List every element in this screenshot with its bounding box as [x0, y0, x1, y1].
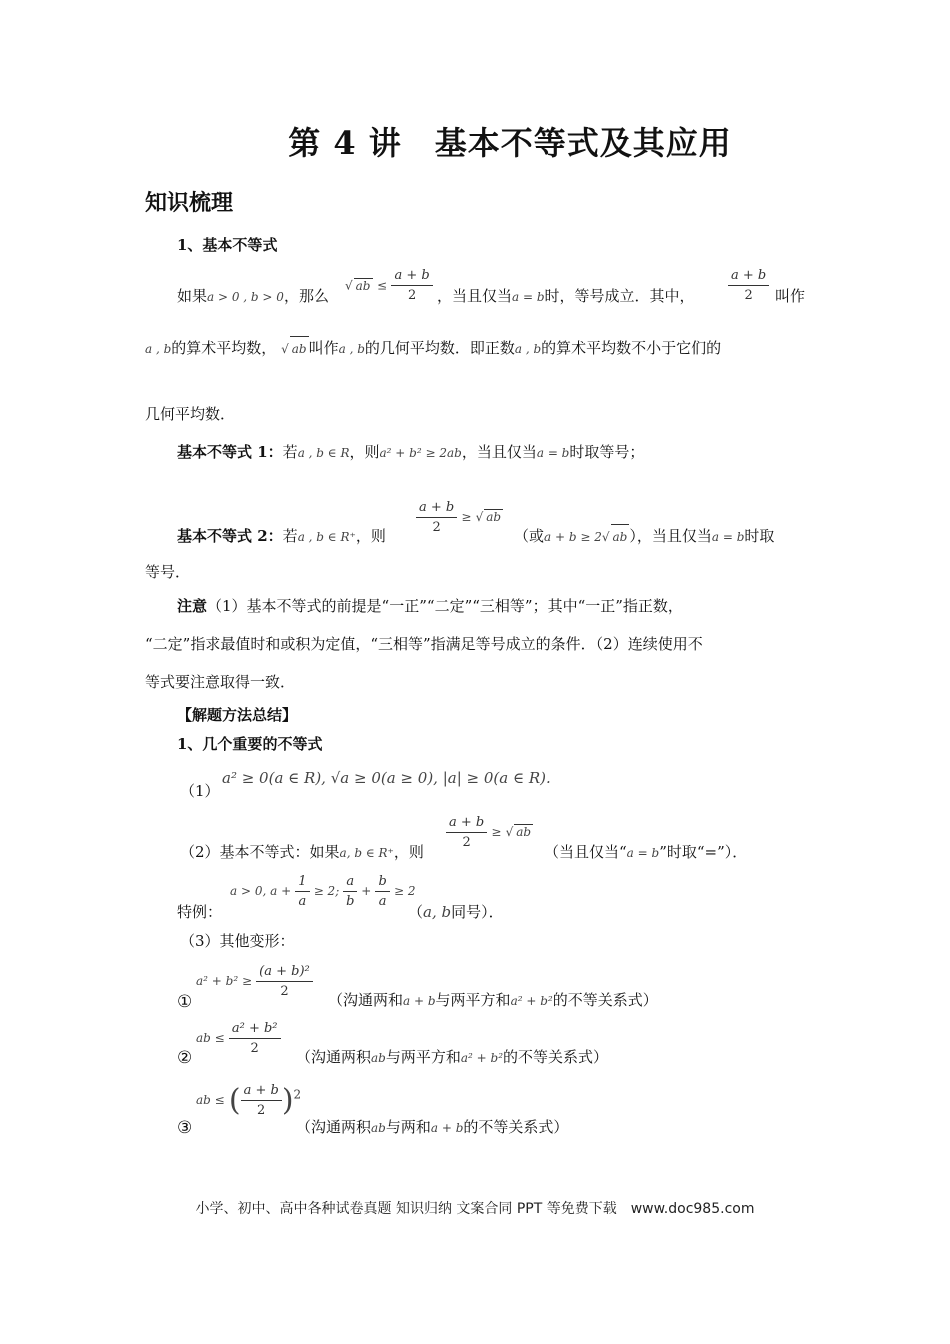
basic-inequality-2b: （或a + b ≥ 2√ ab ），当且仅当a = b时取	[514, 524, 774, 549]
item-2-line-b: （当且仅当“a = b”时取“=”）．	[544, 843, 748, 861]
item-1-label: （1）	[180, 782, 220, 800]
item-2-line: （2）基本不等式：如果a, b ∈ R⁺，则	[180, 843, 424, 861]
methods-heading: 【解题方法总结】	[177, 706, 298, 724]
methods-subheading-1: 1、几个重要的不等式	[177, 735, 323, 753]
formula-sqrt-leq-frac: √ ab ≤ $\frac{a + b}{2}$	[345, 268, 433, 303]
example-formula: a > 0, a + $\frac{1}{a}$ ≥ 2; $\frac{a}{b}$ + $\frac{b}{a}$ ≥ 2	[230, 874, 416, 909]
formula-frac-geq-sqrt: $\frac{a + b}{2}$ ≥ √ ab	[416, 500, 503, 535]
section-heading: 知识梳理	[145, 190, 234, 216]
variant-3-mark: ③	[177, 1118, 193, 1138]
item-1-formula: a² ≥ 0(a ∈ R), √a ≥ 0(a ≥ 0), |a| ≥ 0(a ∈ R).	[222, 769, 551, 787]
subsection-heading-1: 1、基本不等式	[177, 236, 278, 254]
basic-inequality-2c: 等号．	[145, 563, 191, 581]
variant-2-mark: ②	[177, 1048, 193, 1068]
variant-1-mark: ①	[177, 992, 193, 1012]
definition-line-2: a , b的算术平均数， √ ab 叫作a , b的几何平均数．即正数a , b的算术平均数不小于它们的	[145, 336, 721, 361]
definition-line-1: 如果a > 0 , b > 0，那么	[177, 287, 329, 305]
basic-inequality-1: 基本不等式 1：若a , b ∈ R，则a² + b² ≥ 2ab，当且仅当a = b时取等号；	[177, 443, 645, 461]
definition-line-1b: ，当且仅当a = b时，等号成立．其中，	[437, 287, 695, 305]
item-2-formula: $\frac{a + b}{2}$ ≥ √ ab	[446, 815, 533, 850]
variant-1-note: （沟通两和a + b与两平方和a² + b²的不等关系式）	[328, 991, 658, 1009]
example-note: （a, b同号）．	[408, 903, 504, 921]
example-label: 特例：	[177, 903, 223, 921]
variant-2-note: （沟通两积ab与两平方和a² + b²的不等关系式）	[296, 1048, 609, 1066]
variant-3-formula: ab ≤ ( $\frac{a + b}{2}$ )$^2$	[196, 1083, 302, 1118]
definition-line-1c: 叫作	[775, 287, 806, 305]
basic-inequality-2: 基本不等式 2：若a , b ∈ R⁺，则	[177, 527, 386, 545]
variant-2-formula: ab ≤ $\frac{\text{a² + b²}}{2}$	[196, 1021, 281, 1056]
item-3-label: （3）其他变形：	[180, 932, 295, 950]
variant-3-note: （沟通两积ab与两和a + b的不等关系式）	[296, 1118, 569, 1136]
page-footer: 小学、初中、高中各种试卷真题 知识归纳 文案合同 PPT 等免费下载 www.doc985.com	[195, 1201, 755, 1217]
variant-1-formula: a² + b² ≥ $\frac{\text{(a + b)²}}{2}$	[196, 964, 313, 999]
note-line-1: 注意（1）基本不等式的前提是“一正”“二定”“三相等”；其中“一正”指正数，	[177, 597, 683, 615]
formula-arith-mean: $\frac{a + b}{2}$	[728, 268, 769, 303]
page-title: 第 4 讲 基本不等式及其应用	[288, 124, 732, 162]
note-line-3: 等式要注意取得一致．	[145, 673, 296, 691]
note-line-2: “二定”指求最值时和或积为定值，“三相等”指满足等号成立的条件．（2）连续使用不	[145, 635, 703, 653]
definition-line-3: 几何平均数．	[145, 405, 236, 423]
